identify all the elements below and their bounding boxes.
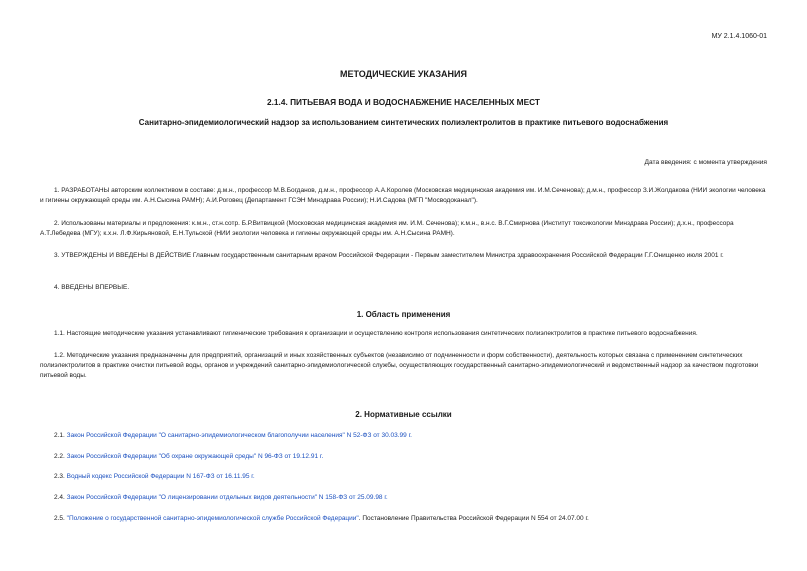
reference-item — [54, 432, 412, 439]
document-title: МЕТОДИЧЕСКИЕ УКАЗАНИЯ — [340, 69, 467, 79]
document-subtitle: 2.1.4. ПИТЬЕВАЯ ВОДА И ВОДОСНАБЖЕНИЕ НАСЕЛЕННЫХ МЕСТ — [267, 97, 540, 107]
reference-number: 2.3. — [54, 473, 65, 480]
paragraph-1-2: 1.2. Методические указания предназначены для предприятий, организаций и иных хозяйственных субъектов (независимо от подчиненности и форм собственности), деятельность которых связана с применением синтетических полиэлектролитов в практике очистки питьевой воды, органов и учреждений санитарно-эпидемиологической службы, осуществляющих государственный санитарно-эпидемиологический и ведомственный надзор за качеством подготовки питьевой воды. — [40, 352, 759, 379]
reference-link[interactable]: Закон Российской Федерации "О санитарно-эпидемиологическом благополучии населения" N 52-ФЗ от 30.03.99 г. — [66, 432, 412, 439]
document-code: МУ 2.1.4.1060-01 — [711, 33, 767, 40]
paragraph-first-introduced: 4. ВВЕДЕНЫ ВПЕРВЫЕ. — [54, 284, 130, 291]
section-1-title: 1. Область применения — [356, 310, 451, 319]
reference-item — [54, 515, 589, 522]
section-2-title: 2. Нормативные ссылки — [355, 410, 452, 419]
reference-number: 2.2. — [54, 453, 65, 460]
reference-item — [54, 473, 255, 480]
paragraph-approved: 3. УТВЕРЖДЕНЫ И ВВЕДЕНЫ В ДЕЙСТВИЕ Главным государственным санитарным врачом Российской Федерации - Первым заместителем Министра здравоохранения Российской Федерации Г.Г.Онищенко июля 2001 г. — [54, 252, 724, 259]
reference-item — [54, 494, 388, 501]
reference-link[interactable]: Закон Российской Федерации "О лицензировании отдельных видов деятельности" N 158-ФЗ от 25.09.98 г. — [66, 494, 388, 501]
reference-number: 2.1. — [54, 432, 65, 439]
reference-number: 2.5. — [54, 515, 65, 522]
reference-link[interactable]: Водный кодекс Российской Федерации N 167-ФЗ от 16.11.95 г. — [66, 473, 255, 480]
reference-item — [54, 453, 323, 460]
intro-date: Дата введения: с момента утверждения — [644, 159, 767, 166]
reference-link[interactable]: Закон Российской Федерации "Об охране окружающей среды" N 96-ФЗ от 19.12.91 г. — [66, 453, 324, 460]
paragraph-materials: 2. Использованы материалы и предложения: к.м.н., ст.н.сотр. Б.Р.Витвицкой (Московская медицинская академия им. И.М. Сеченова); к.м.н., в.н.с. В.Г.Смирнова (Институт токсикологии Минздрава России); д.х.н., профессора А.Т.Лебедева (МГУ); к.х.н. Л.Ф.Кирьяновой, Е.Н.Тульской (НИИ экологии человека и гигиены окружающей среды им. А.Н.Сысина РАМН). — [40, 220, 734, 237]
paragraph-developers: 1. РАЗРАБОТАНЫ авторским коллективом в составе: д.м.н., профессор М.В.Богданов, д.м.н., профессор А.А.Королев (Московская медицинская академия им. И.М.Сеченова); д.м.н., профессор З.И.Жолдакова (НИИ экологии человека и гигиены окружающей среды им. А.Н.Сысина РАМН); А.И.Роговец (Департамент ГСЭН Минздрава России); Н.И.Садова (МГП "Мосводоканал"). — [40, 187, 766, 204]
reference-link[interactable]: "Положение о государственной санитарно-эпидемиологической службе Российской Федерации" — [66, 515, 359, 522]
reference-tail: . Постановление Правительства Российской Федерации N 554 от 24.07.00 г. — [358, 515, 589, 522]
document-heading: Санитарно-эпидемиологический надзор за использованием синтетических полиэлектролитов в практике питьевого водоснабжения — [138, 118, 669, 127]
reference-number: 2.4. — [54, 494, 65, 501]
paragraph-1-1: 1.1. Настоящие методические указания устанавливают гигиенические требования к организации и осуществлению контроля использования синтетических полиэлектролитов в практике питьевого водоснабжения. — [54, 330, 698, 337]
